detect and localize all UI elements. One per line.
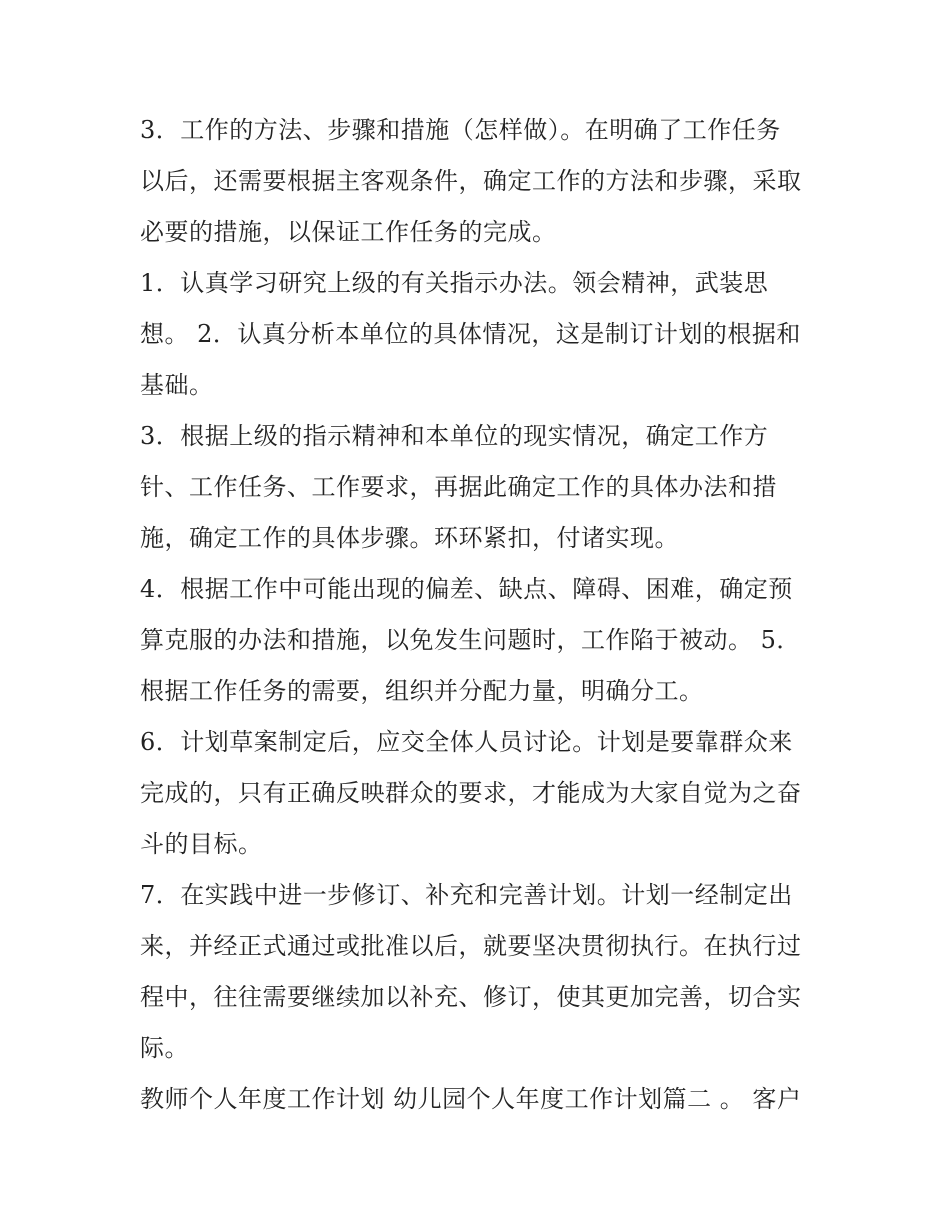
text-line: 际。 [140,1034,189,1062]
text-line: 基础。 [140,371,214,399]
text-line: 教师个人年度工作计划 幼儿园个人年度工作计划篇二 。 客户 [140,1085,802,1113]
text-line: 针、工作任务、工作要求，再据此确定工作的具体办法和措 [140,473,777,501]
text-line: 程中，往往需要继续加以补充、修订，使其更加完善，切合实 [140,983,802,1011]
text-line: 完成的，只有正确反映群众的要求，才能成为大家自觉为之奋 [140,779,802,807]
text-line: 7．在实践中进一步修订、补充和完善计划。计划一经制定出 [140,881,793,909]
text-line: 6．计划草案制定后，应交全体人员讨论。计划是要靠群众来 [140,728,793,756]
text-line: 来，并经正式通过或批准以后，就要坚决贯彻执行。在执行过 [140,932,802,960]
text-line: 3．根据上级的指示精神和本单位的现实情况，确定工作方 [140,422,769,450]
text-line: 根据工作任务的需要，组织并分配力量，明确分工。 [140,677,704,705]
text-line: 3．工作的方法、步骤和措施（怎样做）。在明确了工作任务 [140,116,781,144]
text-line: 以后，还需要根据主客观条件，确定工作的方法和步骤，采取 [140,167,802,195]
text-line: 想。 2．认真分析本单位的具体情况，这是制订计划的根据和 [140,320,801,348]
text-line: 必要的措施，以保证工作任务的完成。 [140,218,557,246]
text-line: 算克服的办法和措施，以免发生问题时，工作陷于被动。 5． [140,626,801,654]
text-line: 施，确定工作的具体步骤。环环紧扣，付诸实现。 [140,524,679,552]
text-line: 斗的目标。 [140,830,263,858]
text-line: 1．认真学习研究上级的有关指示办法。领会精神，武装思 [140,269,769,297]
text-line: 4．根据工作中可能出现的偏差、缺点、障碍、困难，确定预 [140,575,793,603]
